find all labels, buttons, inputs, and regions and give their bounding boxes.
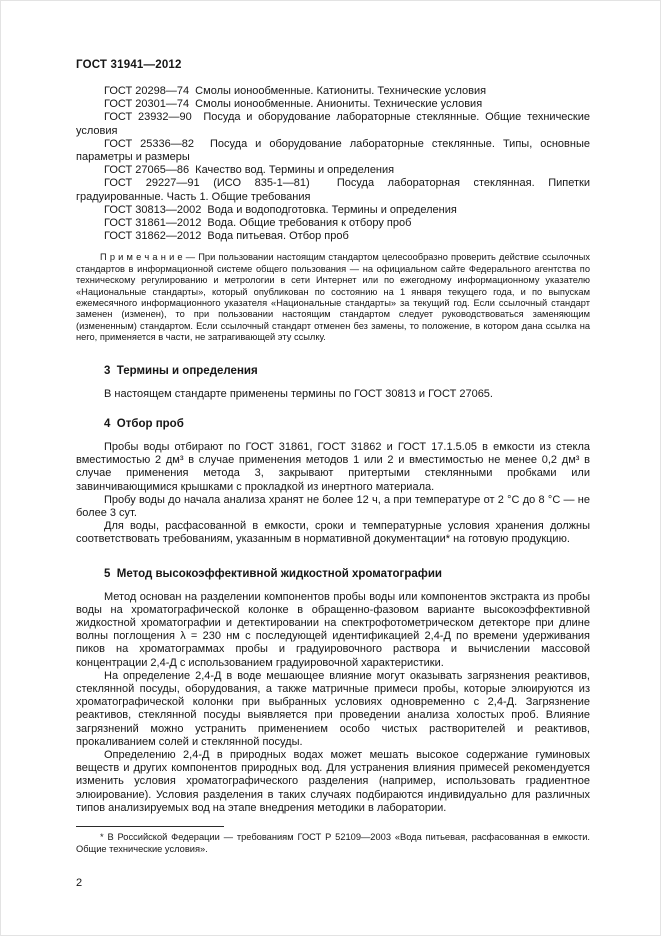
footnote <box>76 826 590 855</box>
page-number: 2 <box>76 877 83 889</box>
section-4-paragraph: Пробы воды отбирают по ГОСТ 31861, ГОСТ 31862 и ГОСТ 17.1.5.05 в емкости из стекла вместимостью 2 дм³ в случае применения методов 1 или 2 и вместимостью не менее 0,2 дм³ в случае применения метода 3, закрывают притертыми стеклянными пробками или завинчивающимися крышками с прокладкой из инертного материала. <box>76 440 590 493</box>
reference-item: ГОСТ 25336—82 Посуда и оборудование лабораторные стеклянные. Типы, основные параметры и размеры <box>76 137 590 164</box>
footnote-text: * В Российской Федерации — требованиям ГОСТ Р 52109—2003 «Вода питьевая, расфасованная в емкости. Общие технические условия». <box>76 832 590 854</box>
reference-item: ГОСТ 23932—90 Посуда и оборудование лабораторные стеклянные. Общие технические условия <box>76 111 590 137</box>
reference-item: ГОСТ 20301—74 Смолы ионообменные. Аниониты. Технические условия <box>104 98 483 111</box>
section-5-paragraph: Определению 2,4-Д в природных водах может мешать высокое содержание гуминовых веществ и других компонентов природных вод. Для устранения влияния примесей рекомендуется изменить условия хроматографического разделения (например, использовать градиентное элюирование). Условия разделения в таких случаях подбираются индивидуально для различных типов анализируемых вод на этапе внедрения методики в лаборатории. <box>76 748 590 814</box>
section-3-heading: 3 Термины и определения <box>104 364 258 377</box>
references-list <box>76 85 590 243</box>
footnote-separator <box>76 826 224 827</box>
section-5-heading: 5 Метод высокоэффективной жидкостной хроматографии <box>104 567 442 580</box>
section-3-paragraph: В настоящем стандарте применены термины по ГОСТ 30813 и ГОСТ 27065. <box>104 387 493 400</box>
section-4-paragraph: Пробу воды до начала анализа хранят не более 12 ч, а при температуре от 2 °С до 8 °С — не более 3 сут. <box>76 493 590 519</box>
note-paragraph: П р и м е ч а н и е — При пользовании настоящим стандартом целесообразно проверить действие ссылочных стандартов в информационной системе общего пользования — на официальном сайте Федерального агентства по техническому регулированию и метрологии в сети Интернет или по ежегодному информационному указателю «Национальные стандарты», который опубликован по состоянию на 1 января текущего года, и по выпускам ежемесячного информационного указателя «Национальные стандарты» за текущий год. Если ссылочный стандарт заменен (изменен), то при пользовании настоящим стандартом следует руководствоваться заменяющим (измененным) стандартом. Если ссылочный стандарт отменен без замены, то положение, в котором дана ссылка на него, применяется в части, не затрагивающей эту ссылку. <box>76 252 590 343</box>
reference-item: ГОСТ 31861—2012 Вода. Общие требования к отбору проб <box>104 217 412 230</box>
section-4-paragraph: Для воды, расфасованной в емкости, сроки и температурные условия хранения должны соответствовать требованиям, указанным в нормативной документации* на готовую продукцию. <box>76 520 590 546</box>
reference-item: ГОСТ 27065—86 Качество вод. Термины и определения <box>104 164 395 177</box>
document-header: ГОСТ 31941—2012 <box>76 59 182 71</box>
reference-item: ГОСТ 20298—74 Смолы ионообменные. Катиониты. Технические условия <box>104 85 487 97</box>
section-4-heading: 4 Отбор проб <box>104 417 184 430</box>
reference-item: ГОСТ 31862—2012 Вода питьевая. Отбор проб <box>104 230 349 243</box>
section-5-paragraph: Метод основан на разделении компонентов пробы воды или компонентов экстракта из пробы воды на хроматографической колонке в обращенно-фазовом варианте высокоэффективной жидкостной хроматографии и детектировании на спектрофотометрическом детекторе при длине волны поглощения λ = 230 нм с последующей идентификацией 2,4-Д по времени удерживания пиков на хроматограммах пробы и градуировочного раствора и вычислении массовой концентрации 2,4-Д с использованием градуировочной характеристики. <box>76 590 590 669</box>
section-5-paragraph: На определение 2,4-Д в воде мешающее влияние могут оказывать загрязнения реактивов, стеклянной посуды, оборудования, а также матричные примеси пробы, которые элюируются из хроматографической колонки при выбранных условиях одновременно с 2,4-Д. Загрязнение реактивов, стеклянной посуды выявляется при проведении анализа холостых проб. Влияние загрязнений можно устранить применением особо чистых растворителей и реактивов, прокаливанием солей и стеклянной посуды. <box>76 669 590 748</box>
reference-item: ГОСТ 29227—91 (ИСО 835-1—81) Посуда лабораторная стеклянная. Пипетки градуированные. Часть 1. Общие требования <box>76 177 590 203</box>
reference-item: ГОСТ 30813—2002 Вода и водоподготовка. Термины и определения <box>104 203 457 216</box>
